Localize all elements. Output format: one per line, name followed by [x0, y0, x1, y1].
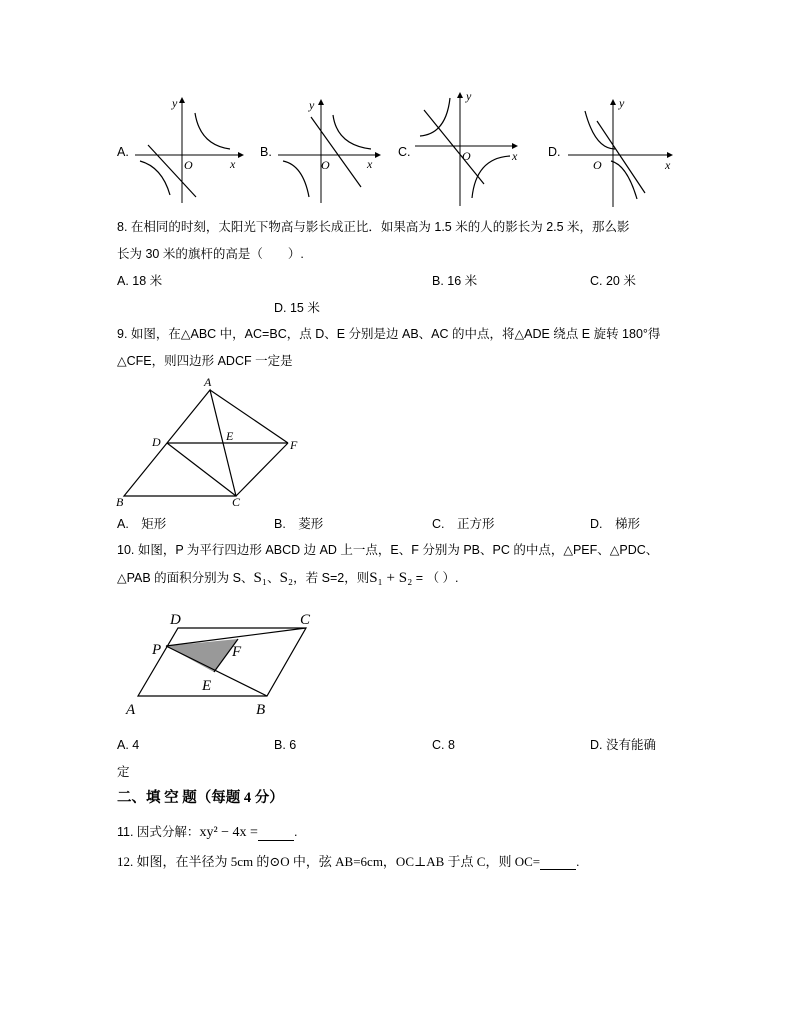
q8-option-b[interactable]: B. 16 米 — [432, 274, 478, 288]
q10-line2b: ，若 S=2，则 — [293, 571, 370, 585]
q9-label-a: A — [204, 375, 212, 389]
q10-s1: S₁ — [253, 570, 268, 586]
q9-option-c[interactable]: C. 正方形 — [432, 517, 495, 531]
q11 — [117, 824, 297, 841]
q10-label-d: D — [170, 612, 181, 628]
graph-a-o: O — [184, 158, 193, 172]
q10-sum: S₁ + S₂ — [369, 570, 413, 586]
q8-option-d[interactable]: D. 15 米 — [274, 301, 320, 315]
q8-option-a[interactable]: A. 18 米 — [117, 274, 163, 288]
q9-label-e: E — [226, 429, 234, 443]
q10-figure — [118, 604, 328, 719]
q9-label-c: C — [232, 495, 241, 509]
q12-answer-blank[interactable] — [540, 857, 576, 870]
q10-line2c: = （ ）. — [412, 571, 459, 585]
q9-option-d[interactable]: D. 梯形 — [590, 517, 641, 531]
graph-b-y: y — [309, 98, 315, 112]
q9-option-a[interactable]: A. 矩形 — [117, 517, 167, 531]
q10-label-f: F — [232, 644, 242, 660]
q10-label-p: P — [152, 642, 162, 658]
q10-option-d-wrap: 定 — [117, 765, 130, 779]
graph-a — [130, 95, 245, 205]
q10-s2: S₂ — [279, 570, 294, 586]
graph-a-y: y — [172, 96, 178, 110]
q9-label-b: B — [116, 495, 124, 509]
q9-line2: △CFE，则四边形 ADCF 一定是 — [117, 354, 293, 368]
q10-option-a[interactable]: A. 4 — [117, 738, 140, 752]
q8-line2: 长为 30 米的旗杆的高是（ ）. — [117, 247, 304, 261]
q9-label-f: F — [290, 438, 298, 452]
q10-option-c[interactable]: C. 8 — [432, 738, 455, 752]
graph-d — [565, 95, 680, 210]
graph-c-label: C. — [398, 145, 411, 159]
graph-a-label: A. — [117, 145, 129, 159]
graph-c-y: y — [466, 89, 472, 103]
q9-figure — [112, 372, 312, 512]
q11-prefix: 11. 因式分解： — [117, 825, 200, 839]
q10-line2 — [117, 570, 459, 586]
q9-label-d: D — [152, 435, 161, 449]
q11-answer-blank[interactable] — [258, 828, 294, 841]
graph-d-o: O — [593, 158, 602, 172]
q8-option-c[interactable]: C. 20 米 — [590, 274, 636, 288]
q10-label-a: A — [126, 702, 136, 718]
graph-b-o: O — [321, 158, 330, 172]
graph-c-o: O — [462, 149, 471, 163]
graph-d-x: x — [665, 158, 671, 172]
section-2-heading: 二、填 空 题（每题 4 分） — [117, 790, 284, 806]
graph-c-x: x — [512, 149, 518, 163]
graph-d-label: D. — [548, 145, 561, 159]
q10-option-b[interactable]: B. 6 — [274, 738, 297, 752]
q12-text: 12. 如图，在半径为 5cm 的⊙O 中，弦 AB=6cm，OC⊥AB 于点 C，则 OC= — [117, 854, 541, 869]
graph-b-label: B. — [260, 145, 272, 159]
q10-line1: 10. 如图，P 为平行四边形 ABCD 边 AD 上一点，E、F 分别为 PB、PC 的中点，△PEF、△PDC、 — [117, 543, 659, 557]
graph-b — [275, 95, 385, 205]
q10-label-b: B — [256, 702, 266, 718]
graph-b-x: x — [367, 157, 373, 171]
q11-suffix: . — [293, 825, 298, 839]
graph-c — [412, 88, 527, 208]
q11-expr: xy² − 4x = — [199, 825, 258, 840]
q10-sep: 、 — [267, 571, 280, 585]
q10-label-c: C — [300, 612, 311, 628]
q9-option-b[interactable]: B. 菱形 — [274, 517, 324, 531]
graph-a-x: x — [230, 157, 236, 171]
q12 — [117, 854, 579, 870]
q10-label-e: E — [202, 678, 212, 694]
q9-line1: 9. 如图，在△ABC 中，AC=BC，点 D、E 分别是边 AB、AC 的中点，将△ADE 绕点 E 旋转 180°得 — [117, 327, 661, 341]
q12-suffix: . — [576, 854, 580, 869]
q10-option-d[interactable]: D. 没有能确 — [590, 738, 656, 752]
graph-d-y: y — [619, 96, 625, 110]
q10-line2a: △PAB 的面积分别为 S、 — [117, 571, 254, 585]
q8-line1: 8. 在相同的时刻，太阳光下物高与影长成正比．如果高为 1.5 米的人的影长为 2.5 米，那么影 — [117, 220, 630, 234]
